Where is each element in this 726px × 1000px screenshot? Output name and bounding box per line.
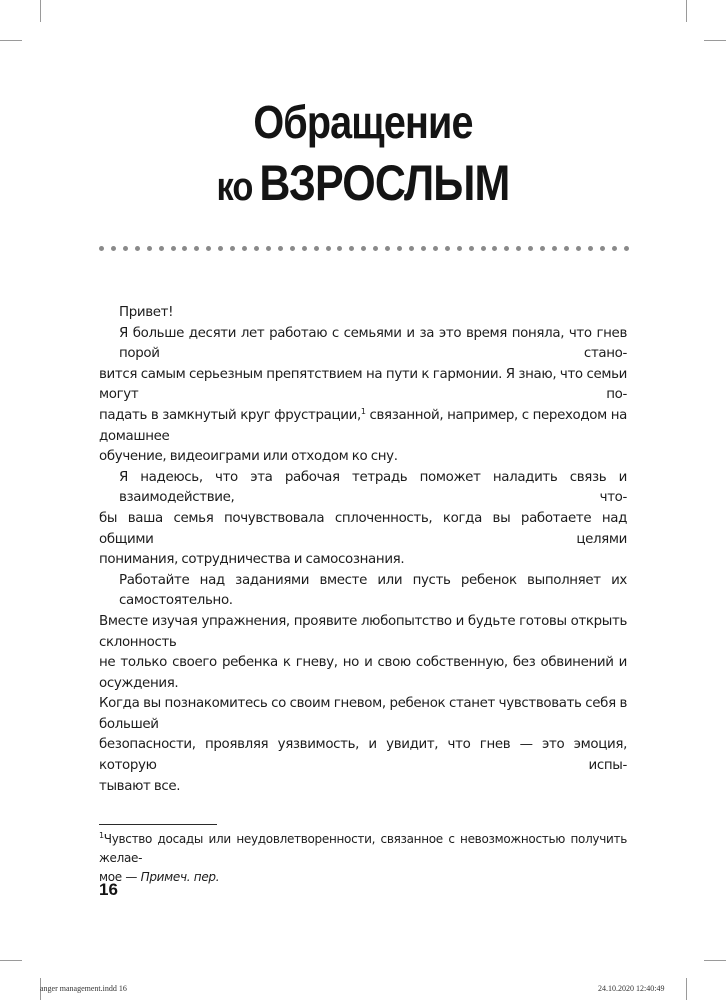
divider-dot bbox=[540, 246, 545, 251]
footnote-rule bbox=[99, 824, 217, 825]
divider-dot bbox=[135, 246, 140, 251]
divider-dot bbox=[171, 246, 176, 251]
divider-dot bbox=[552, 246, 557, 251]
paragraph-1-fragment: связанной, например, с переходом на домашнее bbox=[99, 407, 627, 444]
divider-dot bbox=[385, 246, 390, 251]
paragraph-3-line: Когда вы познакомитесь со своим гневом, ребенок станет чувствовать себя в большей bbox=[99, 696, 627, 732]
divider-dot bbox=[194, 246, 199, 251]
paragraph-3-line: не только своего ребенка к гневу, но и свою собственную, без обвинений и осуждения. bbox=[99, 655, 627, 691]
paragraph-2-line: Я надеюсь, что эта рабочая тетрадь поможет наладить связь и взаимодействие, что- bbox=[119, 469, 627, 506]
divider-dot bbox=[326, 246, 331, 251]
divider-dot bbox=[230, 246, 235, 251]
divider-dot bbox=[481, 246, 486, 251]
footnote-line bbox=[99, 830, 627, 868]
divider-dot bbox=[111, 246, 116, 251]
divider-dot bbox=[588, 246, 593, 251]
title-line-2 bbox=[51, 152, 675, 220]
paragraph-1-line bbox=[99, 406, 627, 447]
translator-note: Примеч. пер. bbox=[140, 870, 220, 884]
paragraph-1-fragment: падать в замкнутый круг фрустрации, bbox=[99, 407, 361, 423]
divider-dot bbox=[302, 246, 307, 251]
divider-dot bbox=[516, 246, 521, 251]
crop-mark bbox=[40, 0, 41, 22]
title-big-word: ВЗРОСЛЫМ bbox=[259, 155, 510, 211]
divider-dot bbox=[266, 246, 271, 251]
divider-dot bbox=[99, 246, 104, 251]
divider-dot bbox=[600, 246, 605, 251]
divider-dot bbox=[469, 246, 474, 251]
divider-dot bbox=[337, 246, 342, 251]
footnote-number: 1 bbox=[99, 831, 104, 840]
crop-mark bbox=[0, 40, 22, 41]
divider-dot bbox=[206, 246, 211, 251]
crop-mark bbox=[704, 40, 726, 41]
footnote-marker: 1 bbox=[360, 406, 366, 416]
divider-dot bbox=[564, 246, 569, 251]
crop-mark bbox=[704, 960, 726, 961]
paragraph-1-line: вится самым серьезным препятствием на пути к гармонии. Я знаю, что семьи могут по- bbox=[99, 366, 627, 403]
paragraph-3-line: Работайте над заданиями вместе или пусть ребенок выполняет их самостоятельно. bbox=[119, 572, 627, 609]
divider-dot bbox=[528, 246, 533, 251]
divider-dot bbox=[612, 246, 617, 251]
greeting: Привет! bbox=[119, 305, 174, 320]
title-small-word: ко bbox=[216, 165, 253, 209]
page-title bbox=[0, 92, 726, 220]
divider-dot bbox=[492, 246, 497, 251]
divider-dot bbox=[576, 246, 581, 251]
divider-dot bbox=[373, 246, 378, 251]
divider-dot bbox=[314, 246, 319, 251]
paragraph-3-line: Вместе изучая упражнения, проявите любопытство и будьте готовы открыть склонность bbox=[99, 613, 627, 650]
divider-dot bbox=[445, 246, 450, 251]
footnote-line bbox=[99, 868, 627, 887]
paragraph-3-line: безопасности, проявляя уязвимость, и увидит, что гнев — это эмоция, которую испы- bbox=[99, 737, 627, 774]
body-text bbox=[99, 303, 627, 797]
footnote bbox=[99, 830, 627, 887]
divider-dot bbox=[218, 246, 223, 251]
paragraph-1-line: обучение, видеоиграми или отходом ко сну. bbox=[99, 449, 398, 465]
divider-dot bbox=[147, 246, 152, 251]
paragraph-2-line: понимания, сотрудничества и самосознания. bbox=[99, 552, 405, 568]
dotted-divider bbox=[99, 244, 629, 252]
paragraph-3-line: тывают все. bbox=[99, 778, 181, 794]
paragraph-2-line: бы ваша семья почувствовала сплоченность, когда вы работаете над общими целями bbox=[99, 510, 627, 547]
divider-dot bbox=[409, 246, 414, 251]
paragraph-1-line: Я больше десяти лет работаю с семьями и за это время поняла, что гнев порой стано- bbox=[119, 325, 627, 362]
divider-dot bbox=[433, 246, 438, 251]
divider-dot bbox=[278, 246, 283, 251]
divider-dot bbox=[624, 246, 629, 251]
slug-file: anger management.indd 16 bbox=[40, 984, 127, 993]
divider-dot bbox=[397, 246, 402, 251]
page-number: 16 bbox=[99, 880, 118, 899]
crop-mark bbox=[686, 0, 687, 22]
crop-mark bbox=[0, 960, 22, 961]
footnote-text: мое — bbox=[99, 870, 141, 884]
divider-dot bbox=[242, 246, 247, 251]
divider-dot bbox=[361, 246, 366, 251]
divider-dot bbox=[421, 246, 426, 251]
divider-dot bbox=[254, 246, 259, 251]
divider-dot bbox=[123, 246, 128, 251]
footnote-text: Чувство досады или неудовлетворенности, связанное с невозможностью получить желае- bbox=[99, 832, 627, 865]
divider-dot bbox=[504, 246, 509, 251]
divider-dot bbox=[290, 246, 295, 251]
divider-dot bbox=[457, 246, 462, 251]
title-line-1: Обращение bbox=[253, 96, 473, 148]
divider-dot bbox=[159, 246, 164, 251]
slug-datetime: 24.10.2020 12:40:49 bbox=[598, 984, 665, 993]
divider-dot bbox=[182, 246, 187, 251]
crop-mark bbox=[686, 978, 687, 1000]
divider-dot bbox=[349, 246, 354, 251]
